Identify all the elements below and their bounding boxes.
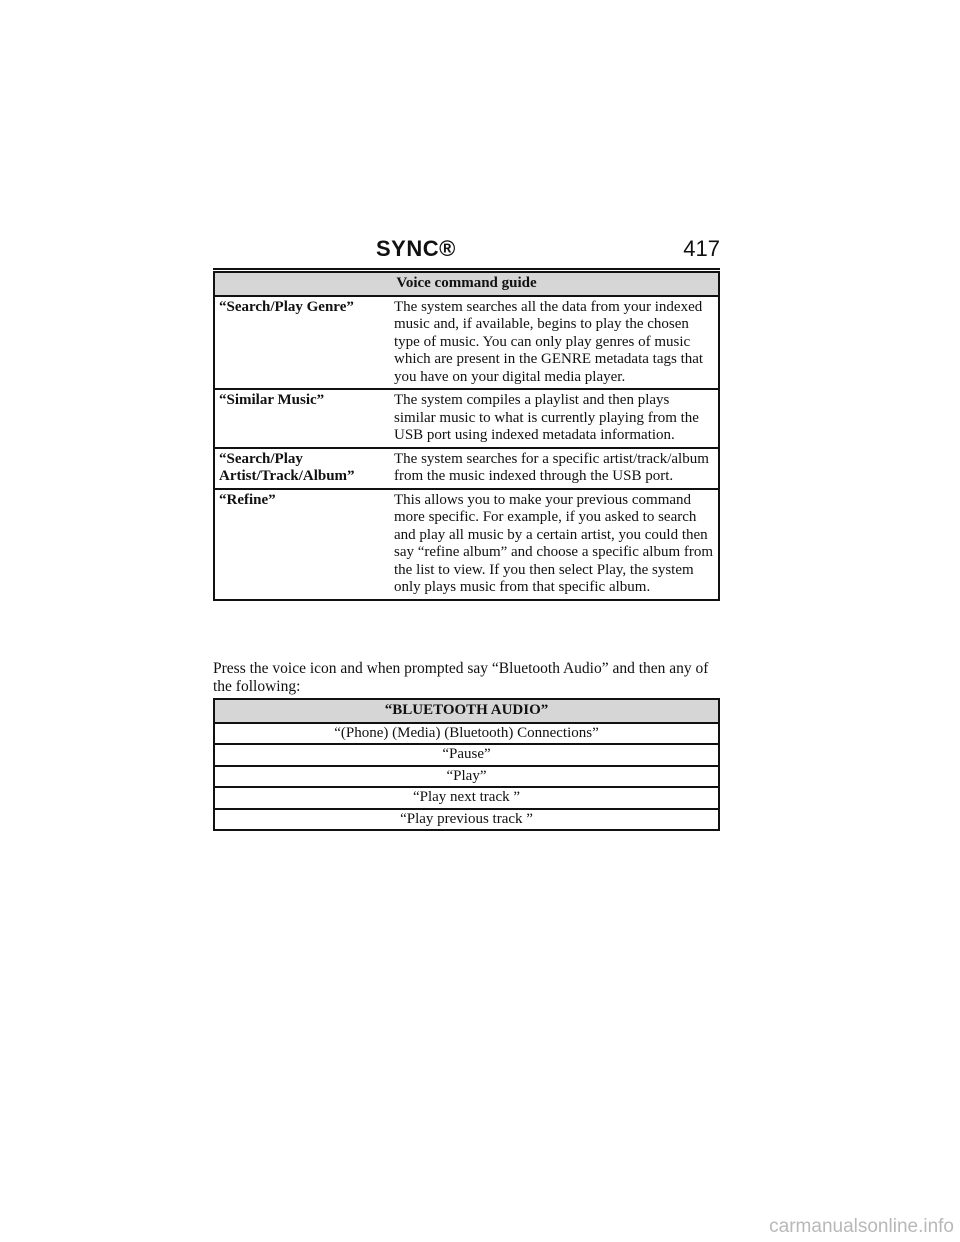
bluetooth-audio-table [213,698,720,831]
table-row [214,489,719,600]
section-title: SYNC® [376,236,456,261]
table-title: “BLUETOOTH AUDIO” [214,699,719,723]
table-row [214,809,719,831]
command-cell: “Search/Play Artist/Track/Album” [214,448,388,489]
description-cell: The system searches all the data from your indexed music and, if available, begins to play the chosen type of music. You can only play genres of music which are present in the GENRE metadata tags that you have on your digital media player. [388,296,719,390]
command-cell: “Search/Play Genre” [214,296,388,390]
table-header-row [214,272,719,296]
table-row [214,389,719,448]
voice-command-guide-table [213,271,720,601]
description-cell: The system compiles a playlist and then plays similar music to what is currently playing from the USB port using indexed metadata information. [388,389,719,448]
page-header [213,236,720,270]
table-row [214,296,719,390]
watermark: carmanualsonline.info [769,1216,954,1237]
description-cell: The system searches for a specific artist/track/album from the music indexed through the USB port. [388,448,719,489]
command-cell: “Play” [214,766,719,788]
instruction-paragraph: Press the voice icon and when prompted say “Bluetooth Audio” and then any of the following: [213,660,709,695]
table-row [214,723,719,745]
command-cell: “Pause” [214,744,719,766]
table-row [214,787,719,809]
command-cell: “Refine” [214,489,388,600]
header-rule [213,268,720,270]
table-title: Voice command guide [214,272,719,296]
table-header-row [214,699,719,723]
table-row [214,766,719,788]
command-cell: “Play next track ” [214,787,719,809]
command-cell: “Similar Music” [214,389,388,448]
table-row [214,744,719,766]
command-cell: “Play previous track ” [214,809,719,831]
description-cell: This allows you to make your previous command more specific. For example, if you asked to search and play all music by a certain artist, you could then say “refine album” and choose a specific album from the list to view. If you then select Play, the system only plays music from that specific album. [388,489,719,600]
table-row [214,448,719,489]
page-number: 417 [683,236,720,261]
command-cell: “(Phone) (Media) (Bluetooth) Connections” [214,723,719,745]
